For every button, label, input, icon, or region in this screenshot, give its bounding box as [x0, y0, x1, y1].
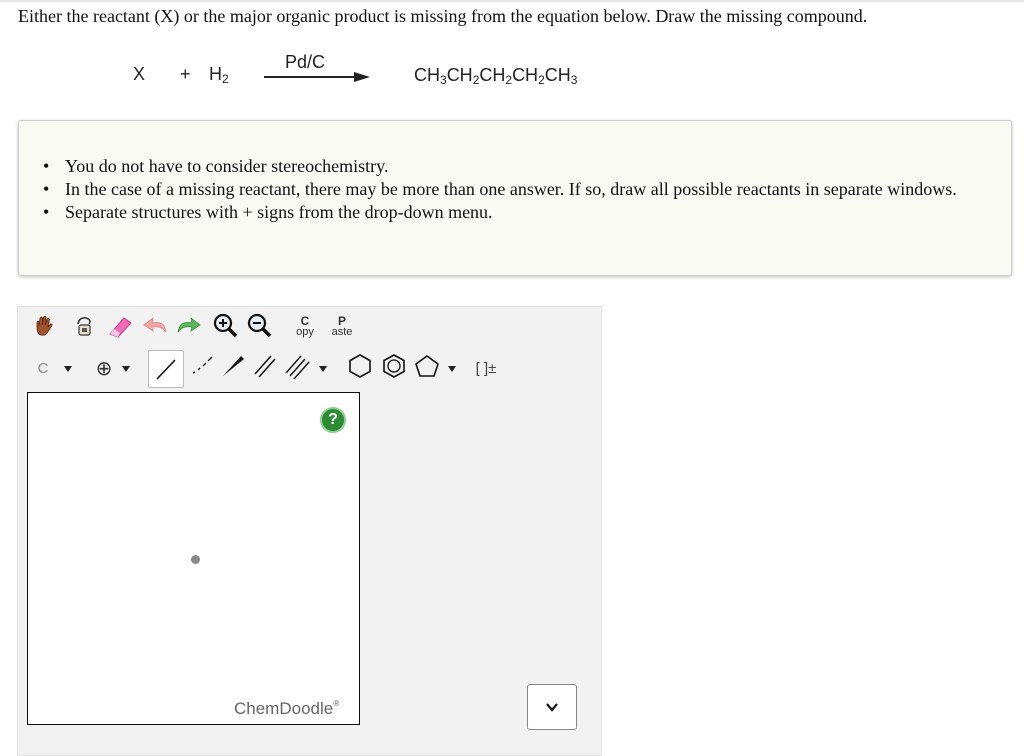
hand-icon[interactable] — [30, 312, 58, 340]
cyclopentane-icon[interactable] — [412, 352, 442, 380]
stereo-bond-icon[interactable] — [188, 352, 218, 380]
zoom-out-icon[interactable] — [246, 312, 274, 340]
paste-button[interactable]: P aste — [331, 314, 353, 338]
bond-dropdown-arrow[interactable] — [319, 366, 327, 372]
element-dropdown-arrow[interactable] — [64, 366, 72, 372]
double-bond-icon[interactable] — [250, 352, 280, 380]
chevron-down-icon — [545, 700, 559, 714]
ring-dropdown-arrow[interactable] — [448, 366, 456, 372]
help-button[interactable]: ? — [320, 407, 346, 433]
plus-sign: + — [180, 64, 191, 84]
lasso-icon[interactable] — [70, 312, 98, 340]
top-divider — [0, 0, 1024, 2]
triple-bond-icon[interactable] — [282, 352, 312, 380]
drawing-canvas[interactable] — [27, 392, 360, 725]
instruction-item: • Separate structures with + signs from the drop-down menu. — [65, 201, 1005, 223]
canvas-cursor-dot — [191, 555, 200, 564]
reaction-arrow-head — [354, 72, 370, 82]
element-selector[interactable]: C — [37, 359, 49, 377]
undo-icon[interactable] — [140, 312, 172, 340]
redo-icon[interactable] — [172, 312, 204, 340]
instruction-item: • You do not have to consider stereochemistry. — [65, 155, 1005, 177]
catalyst-label: Pd/C — [285, 52, 326, 72]
hydrogen-reagent: $H_2$ — [209, 64, 229, 86]
product-formula: $CH_3CH_2CH_2CH_2CH_3$ — [414, 65, 578, 87]
chemdoodle-brand: ChemDoodle® — [234, 699, 340, 718]
copy-button[interactable]: C opy — [296, 314, 314, 338]
zoom-in-icon[interactable] — [212, 312, 240, 340]
reaction-arrow — [264, 76, 360, 78]
instructions-box — [18, 120, 1012, 276]
cyclohexane-icon[interactable] — [378, 352, 410, 380]
charge-button[interactable]: ⊕ — [95, 357, 113, 380]
reactant-x: X — [133, 64, 146, 84]
wedge-bond-icon[interactable] — [218, 352, 248, 380]
eraser-icon[interactable] — [104, 312, 136, 340]
separator-dropdown[interactable] — [527, 684, 577, 730]
question-prompt: Either the reactant (X) or the major organic product is missing from the equation below. Draw the missing compound. — [18, 6, 868, 26]
instruction-item: • In the case of a missing reactant, there may be more than one answer. If so, draw all possible reactants in separate windows. — [65, 178, 1005, 200]
single-bond-icon[interactable] — [148, 350, 184, 388]
bracket-button[interactable]: [ ]± — [475, 359, 497, 377]
charge-dropdown-arrow[interactable] — [122, 366, 130, 372]
instructions-list — [65, 155, 1005, 224]
benzene-icon[interactable] — [344, 352, 376, 380]
